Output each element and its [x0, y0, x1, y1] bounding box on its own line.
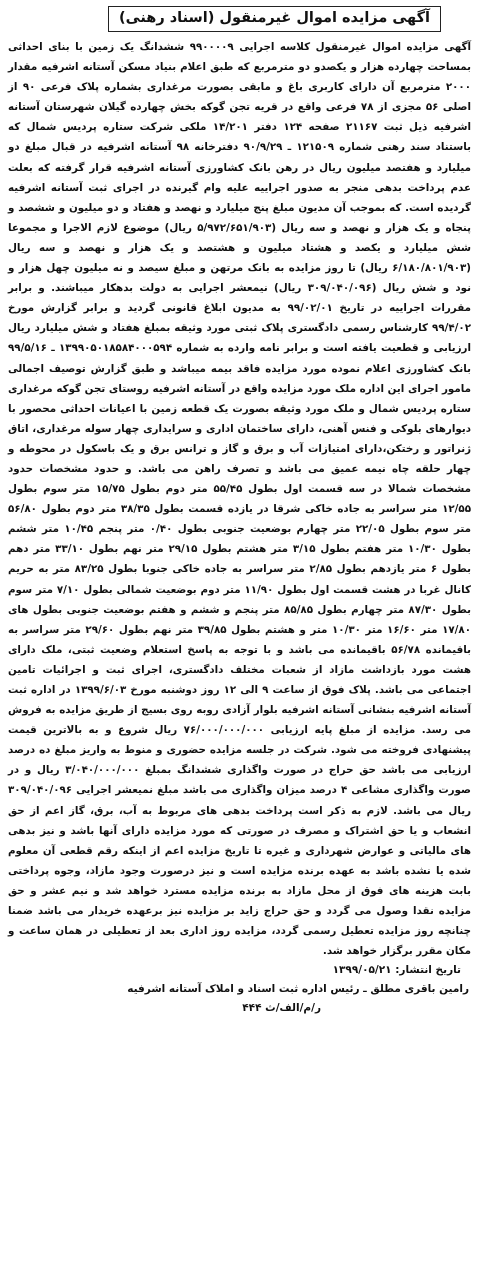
notice-title: آگهی مزایده اموال غیرمنقول (اسناد رهنی) [108, 6, 441, 32]
signature: رامین باقری مطلق ـ رئیس اداره ثبت اسناد و املاک آستانه اشرفیه [127, 983, 469, 996]
notice-footer [8, 961, 471, 1018]
reference-code: ر/م/الف/ث ۴۴۴ [242, 1002, 321, 1015]
notice-body: آگهی مزایده اموال غیرمنقول کلاسه اجرایی ۹۹۰۰۰۰۹ ششدانگ یک زمین با بنای احداثی بمساحت چهارده هزار و یکصدو دو مترمربع که طبق اعلام بنیاد مسکن آستانه اشرفیه مقدار ۲۰۰۰ مترمربع آن دارای کاربری باغ و مابقی بصورت مرغداری بشماره پلاک فرعی ۹۰ از اصلی ۵۶ مجزی از ۷۸ فرعی واقع در قریه تجن گوکه بخش چهارده گیلان شهرستان آستانه اشرفیه ذیل ثبت ۲۱۱۶۷ صفحه ۱۲۴ دفتر ۱۴/۲۰۱ ملکی شرکت ستاره پردیس شمال که باستناد سند رهنی شماره ۱۲۱۵۰۹ ـ ۹۰/۹/۲۹ دفترخانه ۹۸ آستانه اشرفیه در قبال مبلغ دو میلیارد و هفتصد میلیون ریال در رهن بانک کشاورزی آستانه اشرفیه قرار گرفته که بعلت عدم پرداخت بدهی منجر به صدور اجراییه علیه وام گیرنده در اجرای ثبت آستانه اشرفیه گردیده است. که بموجب آن مدیون مبلغ پنج میلیارد و نهصد و هفتاد و دو میلیون و ششصد و پنجاه و یک هزار و نهصد و سه ریال (۵/۹۷۲/۶۵۱/۹۰۳ ریال) موضوع لازم الاجرا و مجموعا شش میلیارد و یکصد و هشتاد میلیون و هشتصد و یک هزار و نهصد و سه ریال (۶/۱۸۰/۸۰۱/۹۰۳ ریال) تا روز مزایده به بانک مرتهن و مبلغ سیصد و نه میلیون چهل هزار و نود و شش ریال (۳۰۹/۰۴۰/۰۹۶ ریال) نیمعشر اجرایی به دولت بدهکار میباشند. و برابر مقررات اجراییه در تاریخ ۹۹/۰۲/۰۱ به مدیون ابلاغ قانونی گردید و برابر گزارش مورخ ۹۹/۴/۰۲ کارشناس رسمی دادگستری پلاک ثبتی مورد وثیقه بمبلغ هفتاد و شش میلیارد ریال ارزیابی و قطعیت یافته است و برابر نامه وارده به شماره ۱۳۹۹۰۵۰۱۸۵۸۴۰۰۰۵۹۴ ـ ۹۹/۵/۱۶ بانک کشاورزی اعلام نموده مورد مزایده فاقد بیمه میباشد و طبق گزارش توصیف اجمالی مامور اجرای این اداره ملک مورد مزایده واقع در آستانه اشرفیه روستای تجن گوکه مرغداری ستاره پردیس شمال و ملک مورد وثیقه بصورت یک قطعه زمین با اعیانات احداثی محصور با دیوارهای بلوکی و فنس آهنی، دارای ساختمان اداری و سرایداری چهار سوله مرغداری، اتاق ژنراتور و رختکن،دارای امتیازات آب و برق و گاز و ترانس برق و یک باسکول در محوطه و چهار حلقه چاه نیمه عمیق می باشد و تصرف راهن می باشد. و حدود مشخصات حدود مشخصات شمالا در سه قسمت اول بطول ۵۵/۴۵ متر دوم بطول ۱۵/۷۵ متر سوم بطول ۱۲/۵۵ متر سراسر به جاده خاکی شرقا در یازده قسمت بطول ۳۸/۳۵ متر دوم بطول ۵۶/۸۰ متر سوم بطول ۲۲/۰۵ متر چهارم بوضعیت جنوبی بطول ۰/۴۰ متر پنجم ۱۰/۴۵ متر ششم بطول ۱۰/۳۰ متر هفتم بطول ۳/۱۵ متر هشتم بطول ۲۹/۱۵ متر نهم بطول ۳۳/۱۰ متر دهم بطول ۶ متر یازدهم بطول ۲/۸۵ متر سراسر به جاده خاکی جنوبا بطول ۸۳/۲۵ متر به حریم کانال غربا در هشت قسمت اول بطول ۱۱/۹۰ متر دوم بوضعیت شمالی بطول ۷/۱۰ متر سوم بطول ۸۷/۳۰ متر چهارم بطول ۸۵/۸۵ متر پنجم و ششم و هفتم بوضعیت جنوبی بطول های ۱۷/۸۰ متر ۱۶/۶۰ متر ۱۰/۳۰ متر و هشتم بطول ۳۹/۸۵ متر نهم بطول ۲۹/۶۰ متر سراسر به باقیمانده ۵۶/۷۸ باقیمانده می باشد و با توجه به پاسخ استعلام وضعیت ثبتی، ملک دارای هشت مورد بازداشت مازاد از شعبات مختلف دادگستری، اجرای ثبت و اجرائیات تامین اجتماعی می باشد. پلاک فوق از ساعت ۹ الی ۱۲ روز دوشنبه مورخ ۱۳۹۹/۶/۰۳ در اداره ثبت آستانه اشرفیه بنشانی آستانه اشرفیه بلوار آزادی روبه روی بسیج از طریق مزایده به فروش می رسد. مزایده از مبلغ پایه ارزیابی ۷۶/۰۰۰/۰۰۰/۰۰۰ ریال شروع و به بالاترین قیمت پیشنهادی فروخته می شود. شرکت در جلسه مزایده حضوری و منوط به واریز مبلغ ده درصد ارزیابی می باشد حق حراج در صورت واگذاری ششدانگ بمبلغ ۳/۰۴۰/۰۰۰/۰۰۰ ریال و در صورت واگذاری مشاعی ۴ درصد میزان واگذاری می باشد مبلغ نمیعشر اجرایی ۳۰۹/۰۴۰/۰۹۶ ریال می باشد. لازم به ذکر است پرداخت بدهی های مربوط به آب، برق، گاز اعم از حق انشعاب و یا حق اشتراک و مصرف در صورتی که مورد مزایده دارای آنها باشد و نیز بدهی های مالیاتی و عوارض شهرداری و غیره تا تاریخ مزایده اعم از اینکه رقم قطعی آن معلوم شده یا نشده باشد به عهده برنده مزایده است و نیز درصورت وجود مازاد، وجوه پرداختی بابت هزینه های فوق از محل مازاد به برنده مزایده مسترد خواهد شد و نیم عشر و حق مزایده نقدا وصول می گردد و حق حراج زاید بر مزایده نیز برعهده خریدار می باشد ضمنا چنانچه روز مزایده تعطیل رسمی گردد، مزایده روز اداری بعد از تعطیلی در همان ساعت و مکان مقرر برگزار خواهد شد. [8, 41, 472, 958]
publish-date: تاریخ انتشار: ۱۳۹۹/۰۵/۲۱ [332, 964, 461, 977]
